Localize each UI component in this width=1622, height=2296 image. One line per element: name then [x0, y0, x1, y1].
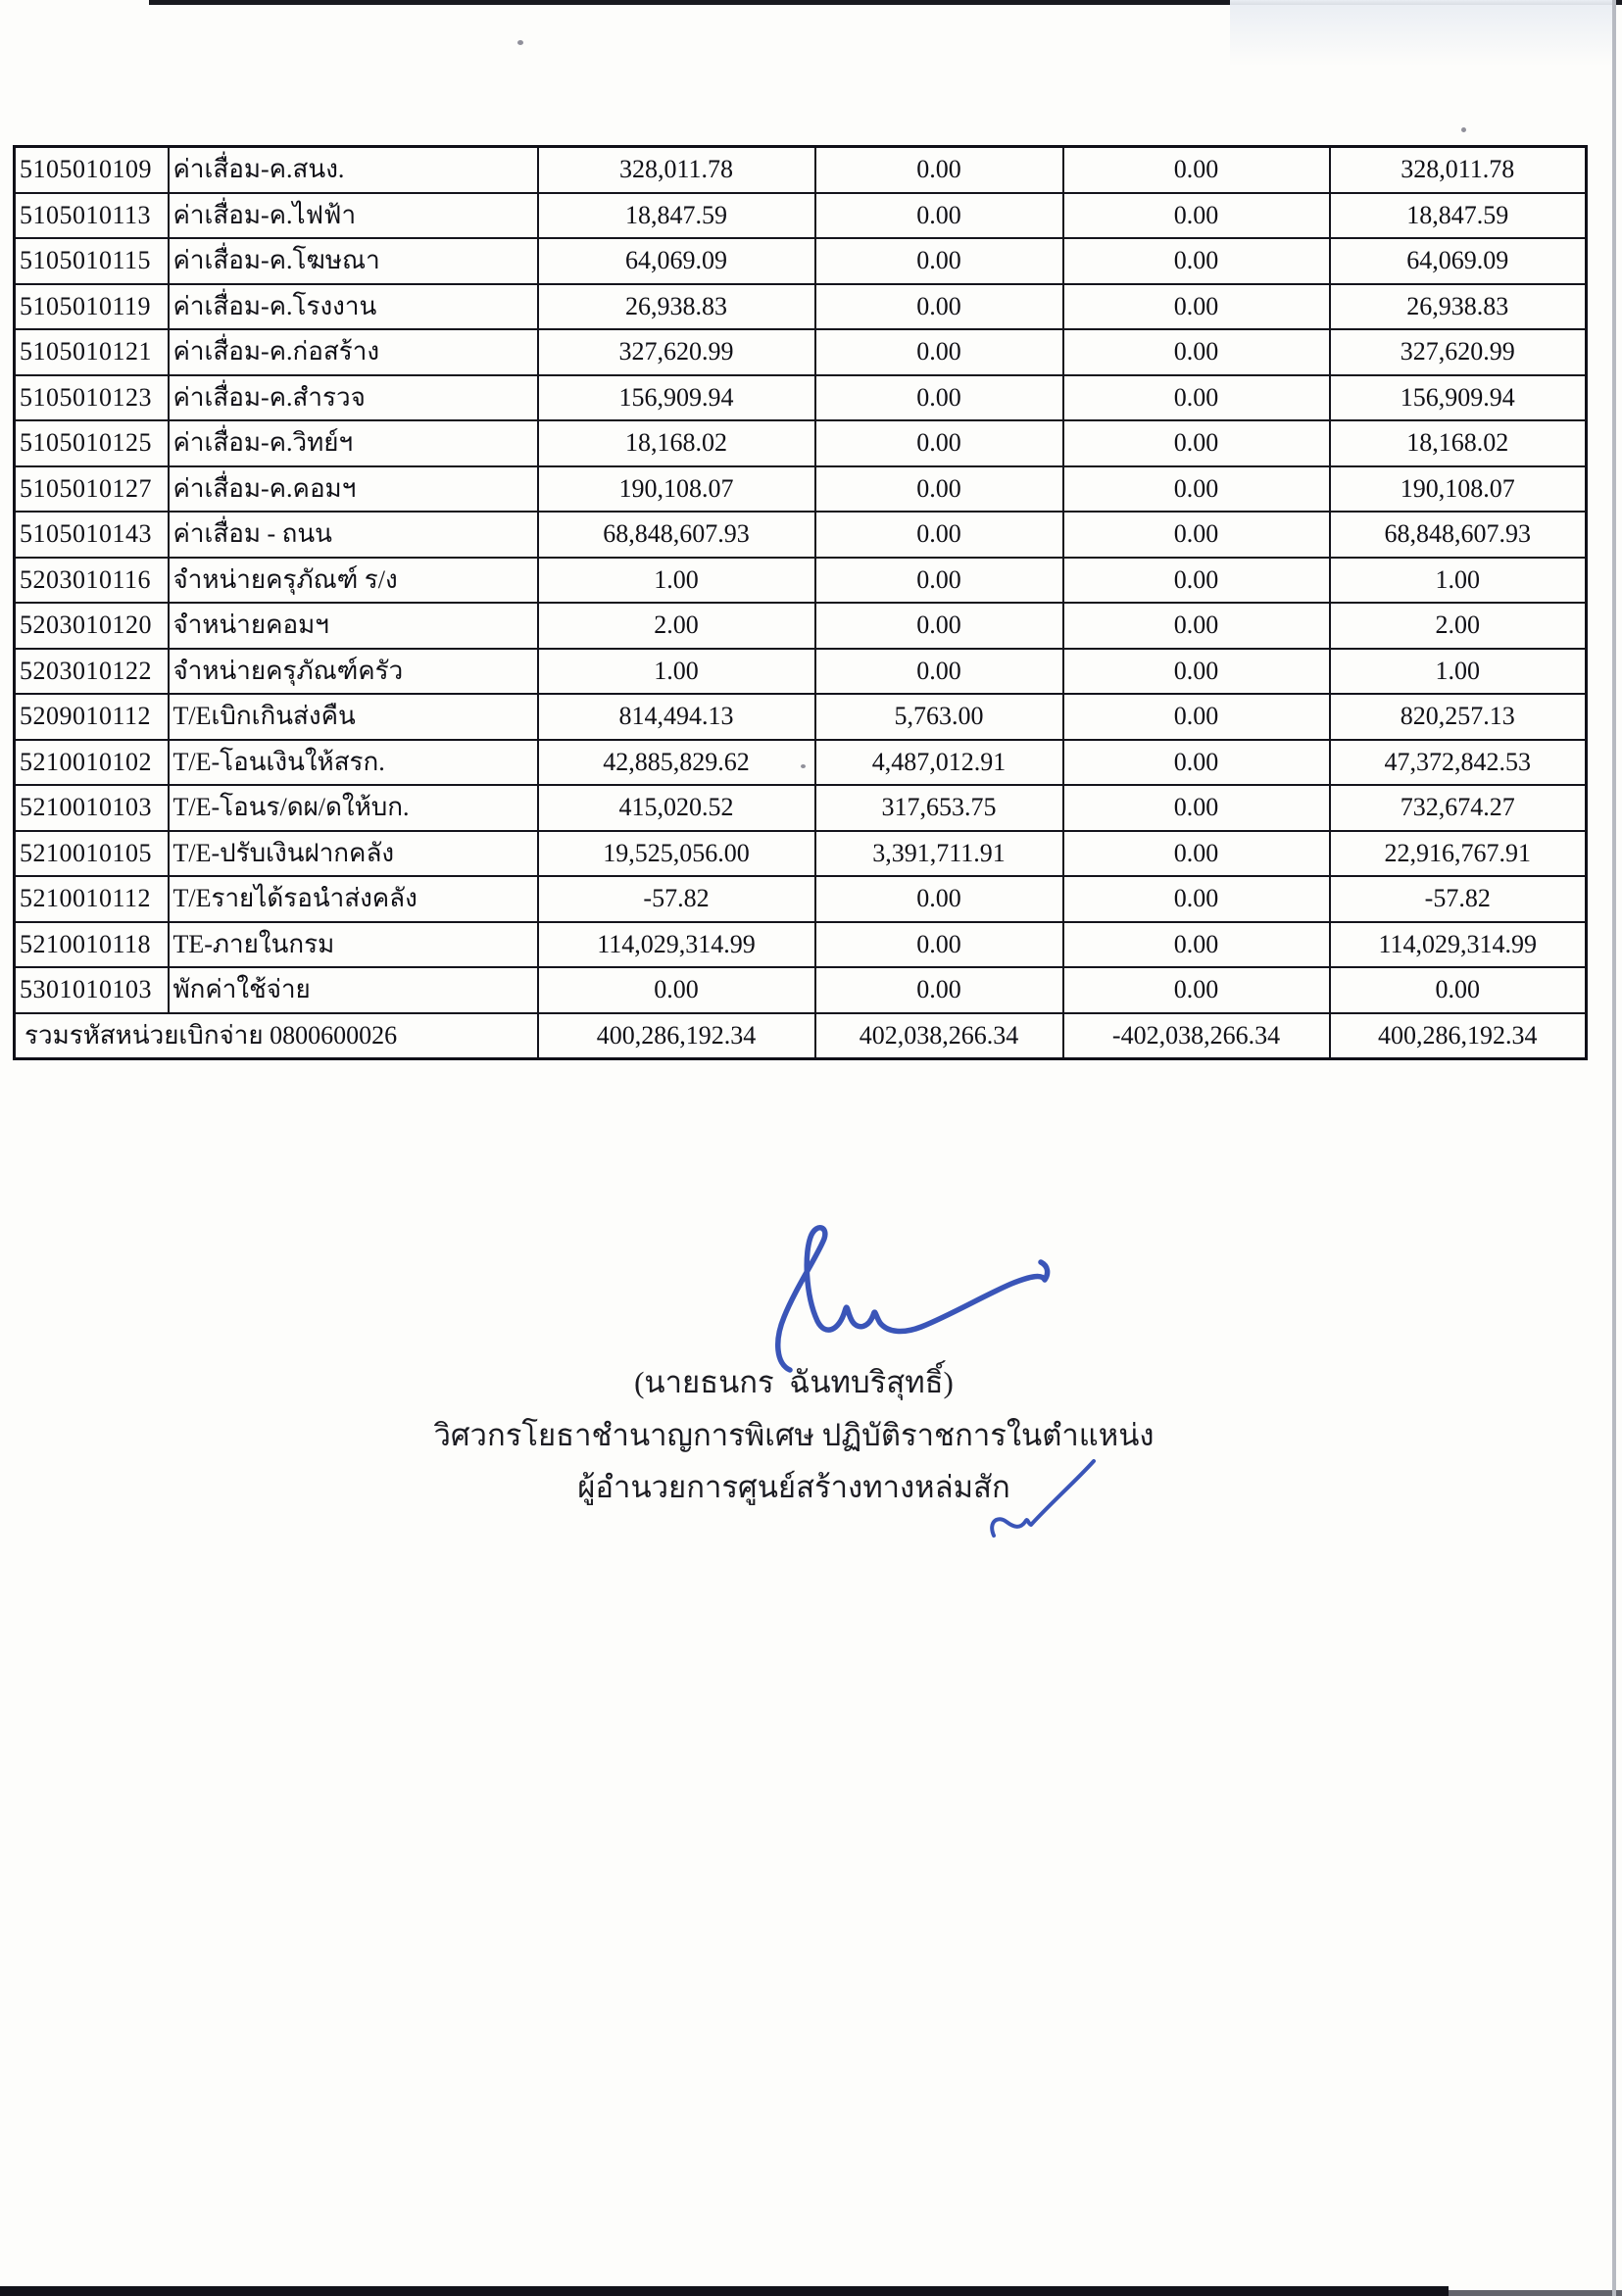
- table-row: [15, 147, 1587, 193]
- account-name: ค่าเสื่อม-ค.ไฟฟ้า: [169, 193, 538, 239]
- table-row: [15, 740, 1587, 786]
- amount-cell: 814,494.13: [538, 694, 815, 740]
- amount-cell: -57.82: [1330, 876, 1587, 922]
- account-code: 5105010119: [15, 284, 169, 330]
- amount-cell: 18,847.59: [1330, 193, 1587, 239]
- table-row: [15, 466, 1587, 513]
- account-name: T/E-โอนร/ดผ/ดให้บก.: [169, 785, 538, 831]
- account-code: 5105010127: [15, 466, 169, 513]
- table-row: [15, 284, 1587, 330]
- account-name: TE-ภายในกรม: [169, 922, 538, 968]
- amount-cell: 0.00: [1063, 466, 1330, 513]
- amount-cell: 0.00: [815, 603, 1063, 649]
- account-name: T/Eเบิกเกินส่งคืน: [169, 694, 538, 740]
- scan-speck: [517, 40, 523, 45]
- amount-cell: 0.00: [815, 329, 1063, 375]
- account-code: 5203010122: [15, 649, 169, 695]
- amount-cell: 327,620.99: [1330, 329, 1587, 375]
- amount-cell: 0.00: [1063, 740, 1330, 786]
- table-row: [15, 649, 1587, 695]
- amount-cell: 18,847.59: [538, 193, 815, 239]
- account-code: 5210010112: [15, 876, 169, 922]
- amount-cell: 0.00: [815, 466, 1063, 513]
- account-name: พักค่าใช้จ่าย: [169, 967, 538, 1013]
- amount-cell: 114,029,314.99: [1330, 922, 1587, 968]
- account-name: T/E-โอนเงินให้สรก.: [169, 740, 538, 786]
- table-row: [15, 329, 1587, 375]
- amount-cell: 415,020.52: [538, 785, 815, 831]
- amount-cell: 114,029,314.99: [538, 922, 815, 968]
- account-name: จำหน่ายครุภัณฑ์ ร/ง: [169, 558, 538, 604]
- amount-cell: 0.00: [815, 193, 1063, 239]
- amount-cell: 64,069.09: [1330, 238, 1587, 284]
- amount-cell: 68,848,607.93: [1330, 512, 1587, 558]
- account-code: 5209010112: [15, 694, 169, 740]
- amount-cell: 328,011.78: [538, 147, 815, 193]
- amount-cell: 1.00: [1330, 558, 1587, 604]
- account-name: ค่าเสื่อม-ค.สำรวจ: [169, 375, 538, 421]
- amount-cell: 156,909.94: [538, 375, 815, 421]
- amount-cell: 0.00: [815, 284, 1063, 330]
- scan-corner-shading: [1230, 0, 1612, 73]
- amount-cell: 26,938.83: [1330, 284, 1587, 330]
- account-name: ค่าเสื่อม-ค.โรงงาน: [169, 284, 538, 330]
- amount-cell: 0.00: [1063, 785, 1330, 831]
- amount-cell: 0.00: [1063, 238, 1330, 284]
- amount-cell: 0.00: [1063, 831, 1330, 877]
- table-row: [15, 375, 1587, 421]
- amount-cell: 2.00: [1330, 603, 1587, 649]
- account-name: T/E-ปรับเงินฝากคลัง: [169, 831, 538, 877]
- amount-cell: 0.00: [1063, 922, 1330, 968]
- account-code: 5105010115: [15, 238, 169, 284]
- scan-speck: [1461, 127, 1466, 132]
- amount-cell: 0.00: [815, 558, 1063, 604]
- amount-cell: 732,674.27: [1330, 785, 1587, 831]
- amount-cell: 0.00: [1063, 375, 1330, 421]
- amount-cell: 68,848,607.93: [538, 512, 815, 558]
- account-code: 5105010123: [15, 375, 169, 421]
- amount-cell: 2.00: [538, 603, 815, 649]
- amount-cell: 0.00: [815, 876, 1063, 922]
- table-row: [15, 603, 1587, 649]
- amount-cell: 0.00: [1063, 649, 1330, 695]
- account-code: 5203010120: [15, 603, 169, 649]
- amount-cell: 190,108.07: [538, 466, 815, 513]
- ledger-table-body: [15, 147, 1587, 1013]
- table-row: [15, 967, 1587, 1013]
- amount-cell: 327,620.99: [538, 329, 815, 375]
- amount-cell: 190,108.07: [1330, 466, 1587, 513]
- amount-cell: 0.00: [1063, 876, 1330, 922]
- amount-cell: 0.00: [815, 649, 1063, 695]
- amount-cell: 0.00: [1063, 694, 1330, 740]
- total-amount-cell: -402,038,266.34: [1063, 1013, 1330, 1059]
- table-row: [15, 785, 1587, 831]
- amount-cell: 156,909.94: [1330, 375, 1587, 421]
- signer-name: (นายธนกร ฉันทบริสุทธิ์): [634, 1365, 954, 1399]
- account-name: ค่าเสื่อม-ค.สนง.: [169, 147, 538, 193]
- account-code: 5203010116: [15, 558, 169, 604]
- account-code: 5210010105: [15, 831, 169, 877]
- account-code: 5105010121: [15, 329, 169, 375]
- table-row: [15, 831, 1587, 877]
- amount-cell: 328,011.78: [1330, 147, 1587, 193]
- account-name: ค่าเสื่อม-ค.คอมฯ: [169, 466, 538, 513]
- amount-cell: 0.00: [1063, 193, 1330, 239]
- amount-cell: -57.82: [538, 876, 815, 922]
- signer-title-line-2: ผู้อำนวยการศูนย์สร้างทางหล่มสัก: [577, 1470, 1010, 1504]
- scan-edge-right: [1612, 0, 1616, 2296]
- amount-cell: 0.00: [538, 967, 815, 1013]
- amount-cell: 0.00: [1063, 603, 1330, 649]
- amount-cell: 317,653.75: [815, 785, 1063, 831]
- amount-cell: 19,525,056.00: [538, 831, 815, 877]
- amount-cell: 0.00: [815, 967, 1063, 1013]
- amount-cell: 4,487,012.91: [815, 740, 1063, 786]
- total-row-label: รวมรหัสหน่วยเบิกจ่าย 0800600026: [15, 1013, 538, 1059]
- account-code: 5210010118: [15, 922, 169, 968]
- amount-cell: 0.00: [1063, 147, 1330, 193]
- amount-cell: 1.00: [1330, 649, 1587, 695]
- account-name: T/Eรายได้รอนำส่งคลัง: [169, 876, 538, 922]
- total-amount-cell: 402,038,266.34: [815, 1013, 1063, 1059]
- amount-cell: 820,257.13: [1330, 694, 1587, 740]
- amount-cell: 64,069.09: [538, 238, 815, 284]
- amount-cell: 18,168.02: [1330, 420, 1587, 466]
- amount-cell: 0.00: [1063, 967, 1330, 1013]
- amount-cell: 0.00: [815, 512, 1063, 558]
- amount-cell: 0.00: [815, 238, 1063, 284]
- amount-cell: 26,938.83: [538, 284, 815, 330]
- table-row: [15, 420, 1587, 466]
- total-amount-cell: 400,286,192.34: [538, 1013, 815, 1059]
- scan-edge-bottom-right: [1449, 2290, 1622, 2296]
- amount-cell: 0.00: [1063, 512, 1330, 558]
- account-code: 5210010103: [15, 785, 169, 831]
- amount-cell: 0.00: [1063, 329, 1330, 375]
- amount-cell: 0.00: [815, 420, 1063, 466]
- total-amount-cell: 400,286,192.34: [1330, 1013, 1587, 1059]
- account-ledger-table: [13, 145, 1588, 1060]
- account-code: 5105010143: [15, 512, 169, 558]
- account-name: จำหน่ายครุภัณฑ์ครัว: [169, 649, 538, 695]
- table-row: [15, 238, 1587, 284]
- account-name: ค่าเสื่อม - ถนน: [169, 512, 538, 558]
- account-code: 5105010125: [15, 420, 169, 466]
- handwritten-signature: [745, 1213, 1068, 1380]
- table-row: [15, 922, 1587, 968]
- signer-title-line-1: วิศวกรโยธาชำนาญการพิเศษ ปฏิบัติราชการในตำแหน่ง: [433, 1418, 1155, 1452]
- amount-cell: 0.00: [1063, 284, 1330, 330]
- account-code: 5105010113: [15, 193, 169, 239]
- account-name: จำหน่ายคอมฯ: [169, 603, 538, 649]
- amount-cell: 3,391,711.91: [815, 831, 1063, 877]
- table-row: [15, 512, 1587, 558]
- amount-cell: 0.00: [1063, 420, 1330, 466]
- amount-cell: 0.00: [1063, 558, 1330, 604]
- amount-cell: 18,168.02: [538, 420, 815, 466]
- amount-cell: 1.00: [538, 558, 815, 604]
- amount-cell: 47,372,842.53: [1330, 740, 1587, 786]
- table-row: [15, 876, 1587, 922]
- account-code: 5301010103: [15, 967, 169, 1013]
- amount-cell: 1.00: [538, 649, 815, 695]
- account-name: ค่าเสื่อม-ค.วิทย์ฯ: [169, 420, 538, 466]
- table-row: [15, 558, 1587, 604]
- account-code: 5210010102: [15, 740, 169, 786]
- table-row: [15, 193, 1587, 239]
- account-name: ค่าเสื่อม-ค.โฆษณา: [169, 238, 538, 284]
- table-total-row: [15, 1013, 1587, 1059]
- amount-cell: 22,916,767.91: [1330, 831, 1587, 877]
- amount-cell: 0.00: [815, 375, 1063, 421]
- scan-edge-bottom: [0, 2286, 1449, 2296]
- amount-cell: 5,763.00: [815, 694, 1063, 740]
- account-name: ค่าเสื่อม-ค.ก่อสร้าง: [169, 329, 538, 375]
- amount-cell: 0.00: [815, 147, 1063, 193]
- account-code: 5105010109: [15, 147, 169, 193]
- amount-cell: 0.00: [815, 922, 1063, 968]
- amount-cell: 42,885,829.62: [538, 740, 815, 786]
- amount-cell: 0.00: [1330, 967, 1587, 1013]
- table-row: [15, 694, 1587, 740]
